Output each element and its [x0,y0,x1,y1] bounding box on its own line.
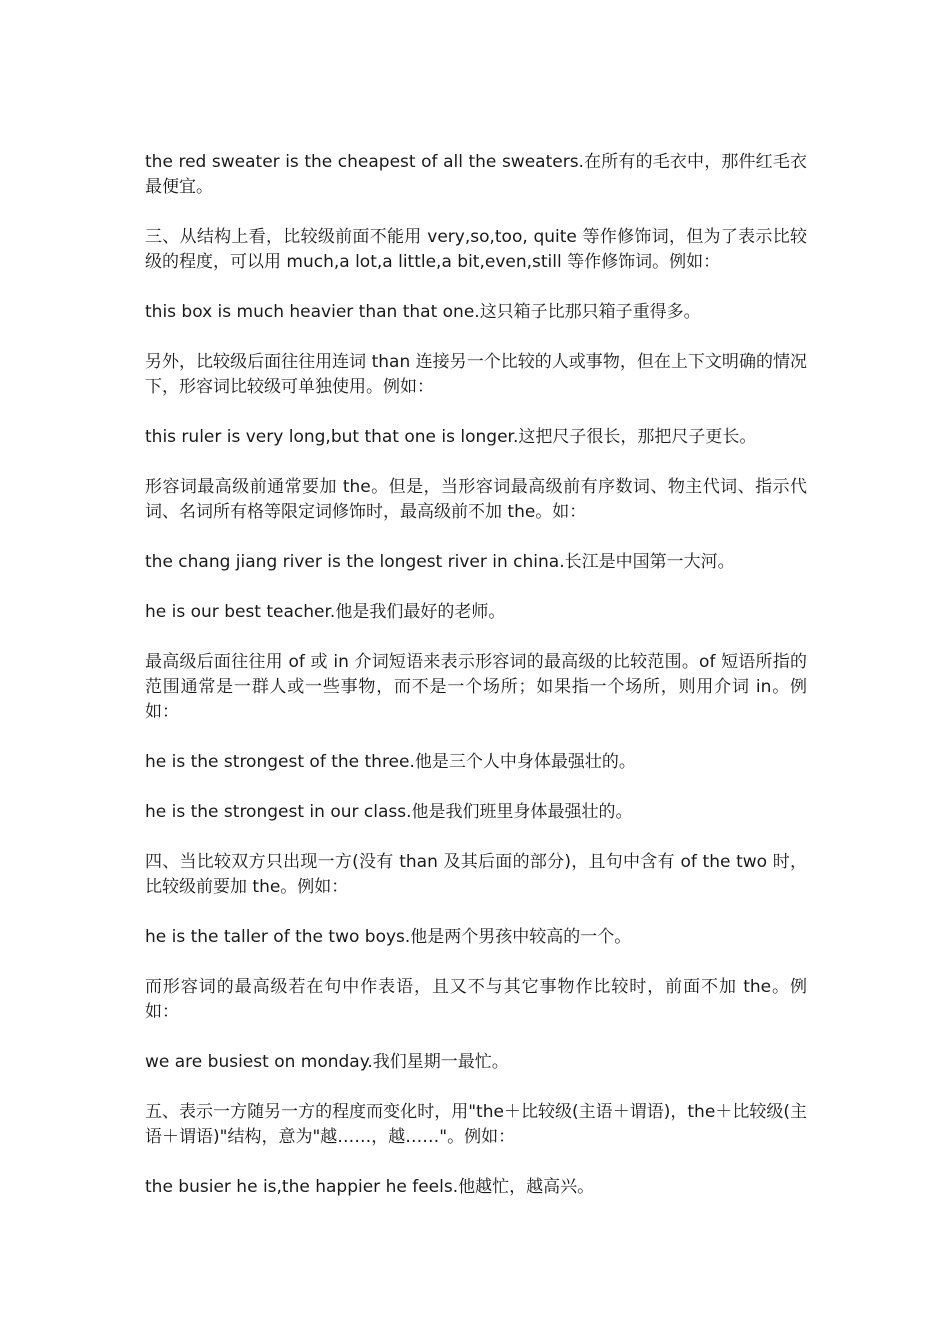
paragraph-12: 四、当比较双方只出现一方(没有 than 及其后面的部分)，且句中含有 of the two 时，比较级前要加 the。例如： [145,852,807,897]
paragraph-17: the busier he is,the happier he feels.他越忙，越高兴。 [145,1177,595,1197]
paragraph-14: 而形容词的最高级若在句中作表语，且又不与其它事物作比较时，前面不加 the。例如： [145,977,807,1022]
paragraph-2: 三、从结构上看，比较级前面不能用 very,so,too, quite 等作修饰词，但为了表示比较级的程度，可以用 much,a lot,a little,a bit,even,still 等作修饰词。例如： [145,227,807,272]
paragraph-7: the chang jiang river is the longest river in china.长江是中国第一大河。 [145,552,735,572]
paragraph-10: he is the strongest of the three.他是三个人中身体最强壮的。 [145,752,636,772]
paragraph-13: he is the taller of the two boys.他是两个男孩中较高的一个。 [145,927,632,947]
paragraph-9: 最高级后面往往用 of 或 in 介词短语来表示形容词的最高级的比较范围。of 短语所指的范围通常是一群人或一些事物，而不是一个场所；如果指一个场所，则用介词 in。例如： [145,652,807,722]
document-page [145,150,807,1225]
paragraph-1: the red sweater is the cheapest of all the sweaters.在所有的毛衣中，那件红毛衣最便宜。 [145,152,807,197]
paragraph-16: 五、表示一方随另一方的程度而变化时，用"the＋比较级(主语＋谓语)，the＋比较级(主语＋谓语)"结构，意为"越……，越……"。例如： [145,1102,807,1147]
paragraph-11: he is the strongest in our class.他是我们班里身体最强壮的。 [145,802,633,822]
paragraph-15: we are busiest on monday.我们星期一最忙。 [145,1052,509,1072]
paragraph-4: 另外，比较级后面往往用连词 than 连接另一个比较的人或事物，但在上下文明确的情况下，形容词比较级可单独使用。例如： [145,352,807,397]
paragraph-6: 形容词最高级前通常要加 the。但是，当形容词最高级前有序数词、物主代词、指示代词、名词所有格等限定词修饰时，最高级前不加 the。如： [145,477,807,522]
paragraph-5: this ruler is very long,but that one is longer.这把尺子很长，那把尺子更长。 [145,427,757,447]
paragraph-8: he is our best teacher.他是我们最好的老师。 [145,602,506,622]
paragraph-3: this box is much heavier than that one.这只箱子比那只箱子重得多。 [145,302,701,322]
